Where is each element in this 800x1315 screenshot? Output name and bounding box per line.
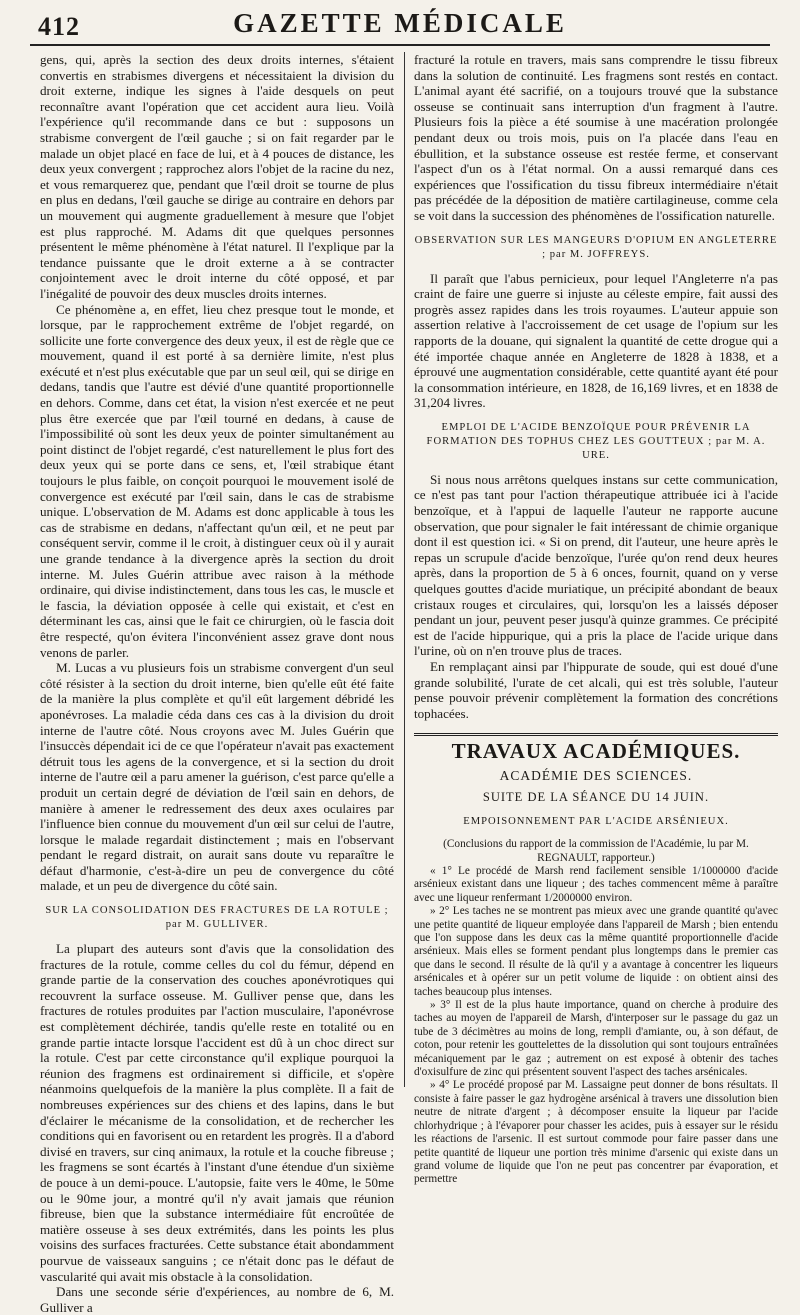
numbered-item: » 2° Les taches ne se montrent pas mieux avec une grande quantité qu'avec une petite quantité de liqueur employée dans l'appareil de Marsh ; bien entendu que l'on suppose dans les deux cas la même quantité proportionnelle d'acide arsénieux. Mais elles se forment pendant plus longtemps dans le premier cas que dans le second. Il résulte de là qu'il y a avantage à concentrer les liqueurs arsénicales et à opérer sur un petit volume de liquide : on obtient ainsi des taches beaucoup plus intenses. — [414, 905, 778, 998]
header-rule — [30, 44, 770, 46]
academie-title: ACADÉMIE DES SCIENCES. — [499, 767, 693, 783]
travaux-title: TRAVAUX ACADÉMIQUES. — [451, 739, 741, 764]
column-divider — [404, 52, 405, 1087]
paragraph: Si nous nous arrêtons quelques instans sur cette communication, ce n'est pas tant pour l'action thérapeutique attribuée ici à l'acide benzoïque, et à l'appui de laquelle l'auteur ne rapporte aucune observation, que pour signaler le fait intéressant de chimie organique dont il est question ici. « Si on prend, dit l'auteur, une heure après le repas un scrupule d'acide benzoïque, l'urée qu'on rend deux heures après, dans la proportion de 5 à 6 onces, fournit, quand on y verse quelques gouttes d'acide muriatique, un précipité abondant de beaux cristaux rouges et circulaires, qui, lorsqu'on les a laissés déposer pendant un jour, peuvent peser jusqu'à quinze grammes. Ce précipité est de l'acide hippurique, qui a pris la place de l'acide urique dans l'urine, où on n'en trouve plus de traces. — [414, 471, 778, 659]
section-title-rotule: SUR LA CONSOLIDATION DES FRACTURES DE LA ROTULE ; par M. GULLIVER. — [45, 905, 389, 931]
seance-title: SUITE DE LA SÉANCE DU 14 JUIN. — [482, 789, 710, 804]
section-title-opium: OBSERVATION SUR LES MANGEURS D'OPIUM EN ANGLETERRE ; par M. JOFFREYS. — [414, 234, 778, 260]
numbered-item: » 3° Il est de la plus haute importance, quand on cherche à produire des taches au moyen de l'appareil de Marsh, d'interposer sur le passage du gaz un tube de 3 décimètres au moins de long, rempli d'amiante, ou, à son défaut, de coton, pour retenir les gouttelettes de la dissolution qui sont toujours entraînées mécaniquement par le gaz ; autrement on est exposé à obtenir des taches d'oxisulfure de zinc qui présentent souvent l'aspect des taches arsénicales. — [414, 999, 778, 1079]
rapport-body — [414, 838, 778, 1187]
paragraph: fracturé la rotule en travers, mais sans comprendre le tissu fibreux dans la solution de continuité. Les fragmens sont restés en contact. L'animal ayant été sacrifié, on a toujours trouvé que la substance osseuse se continuait sans interruption d'un fragment à l'autre. Plusieurs fois la pièce a été soumise à une macération prolongée pendant deux ou trois mois, puis on l'a placée dans l'eau en ébullition, et la substance osseuse est restée ferme, et conservant l'aspect d'un os à l'état normal. On a aussi remarqué dans ces expériences que l'ossification du tissu fibreux intermédiaire n'était pas précédée de la déposition de matière cartilagineuse, comme cela se voit dans la succession des phénomènes de l'ossification naturelle. — [414, 52, 778, 223]
conclusions-note: (Conclusions du rapport de la commission de l'Académie, lu par M. REGNAULT, rapporteur.) — [443, 838, 749, 864]
section-title-acide-benzoique: EMPLOI DE L'ACIDE BENZOÏQUE POUR PRÉVENIR LA FORMATION DES TOPHUS CHEZ LES GOUTTEUX ; par M. A. URE. — [426, 421, 766, 461]
paragraph: En remplaçant ainsi par l'hippurate de soude, qui est doué d'une grande solubilité, l'urate de cet alcali, qui est très soluble, l'auteur pense pouvoir prévenir complètement la formation des concrétions tophacées. — [414, 659, 778, 721]
paragraph: M. Lucas a vu plusieurs fois un strabisme convergent d'un seul côté résister à la section du droit interne, bien qu'elle eût été faite de la manière la plus complète et qu'il eût largement débridé les aponévroses. La maladie céda dans ces cas à la division du droit interne de l'autre côté. Nous croyons avec M. Jules Guérin que l'insuccès dépendait ici de ce que l'opérateur n'avait pas exactement détruit tous les agens de la convergence, et si la section du droit interne de l'autre œil a paru amener la guérison, c'est parce qu'elle a produit un certain degré de déviation de l'œil sain en dehors, de manière à amener le redressement des deux axes oculaires par l'influence bien connue du mouvement d'un œil sur celui de l'autre, lorsque le malade regardait distinctement ; mais en l'observant pendant le regard distrait, on aurait sans doute vu reparaître le défaut d'harmonie, c'est-à-dire un peu de convergence du côté malade, et un peu de divergence du côté sain. — [40, 660, 394, 894]
empoisonnement-title: EMPOISONNEMENT PAR L'ACIDE ARSÉNIEUX. — [463, 816, 729, 828]
travaux-section — [414, 733, 778, 1186]
page-header — [0, 0, 800, 44]
right-column — [414, 52, 778, 1186]
numbered-item: » 4° Le procédé proposé par M. Lassaigne peut donner de bons résultats. Il consiste à faire passer le gaz hydrogène arsénical à travers une dissolution bien neutre de nitrate d'argent ; à décomposer ensuite la liqueur par l'acide chlorhydrique ; à l'évaporer pour chasser les acides, puis à essayer sur le résidu les réactions de l'arsenic. Il est surtout commode pour faire passer dans une petite quantité de liqueur une portion très minime d'arsenic qui existe dans un grand volume de liquide que l'on ne peut pas concentrer par évaporation, et permettre — [414, 1079, 778, 1186]
numbered-item: « 1° Le procédé de Marsh rend facilement sensible 1/1000000 d'acide arsénieux existant dans une liqueur ; des taches commencent même à paraître avec une liqueur renfermant 1/2000000 environ. — [414, 864, 778, 904]
paragraph: gens, qui, après la section des deux droits internes, s'étaient convertis en strabismes divergens et nécessitaient la division du droit externe, indique les signes à l'aide desquels on peut reconnaître avant l'opération que cet accident aura lieu. Voilà l'expérience qu'il recommande dans ce but : supposons un strabisme convergent de l'œil gauche ; si on fait regarder par le malade un objet placé en face de lui, et à 4 pouces de distance, les deux yeux convergent ; rapprochez alors l'objet de la racine du nez, et vous remarquerez que, pendant que l'œil droit se tourne de plus en plus en dedans, l'œil gauche se dirige au contraire en dehors par un mouvement qui augmente graduellement à mesure que l'objet est plus rapproché. M. Adams dit que quelques personnes présentent le même phénomène à l'état naturel. Il l'explique par la tendance puissante que le droit externe a à se contracter conjointement avec le droit interne du côté opposé, et par l'inégalité de pouvoir des deux muscles droits internes. — [40, 52, 394, 301]
paragraph: Il paraît que l'abus pernicieux, pour lequel l'Angleterre n'a pas craint de faire une guerre si injuste au céleste empire, fait aussi des progrès assez rapides dans les trois royaumes. L'auteur appuie son assertion relative à l'accroissement de cet usage de l'opium sur les rapports de la douane, qui signalent la quantité de cette drogue qui a été importée chaque année en Angleterre de 1828 à 1838, et a éprouvé une augmentation considérable, cette quantité ayant été pour la consommation intérieure, en 1828, de 16,169 livres, et en 1838 de 31,204 livres. — [414, 270, 778, 411]
page-number: 412 — [38, 12, 80, 41]
left-column — [40, 52, 394, 1315]
running-title: GAZETTE MÉDICALE — [233, 8, 567, 38]
paragraph: Ce phénomène a, en effet, lieu chez presque tout le monde, et lorsque, par le rapprochement extrême de l'objet regardé, on sollicite une forte convergence des deux yeux, il est de règle que ce mouvement, quand il est porté à sa dernière limite, n'est plus exécuté et n'est plus exécutable que par un seul œil, qui se dirige en dedans, tandis que l'autre est dévié d'une quantité proportionnelle en dehors. Comme, dans cet état, la vision n'est exercée et ne peut plus être exercée que par l'œil tourné en dedans, à cause de l'impossibilité où sont les deux yeux de pointer simultanément au point distinct de l'objet regardé, c'est naturellement le plus fort des deux yeux qui se porte dans ce sens, et, l'œil strabique étant toujours le plus faible, on conçoit pourquoi le mouvement isolé de convergence est exécuté par l'œil sain, dans le cas de strabisme unique. L'observation de M. Adams est donc applicable à tous les cas de strabisme en dedans, n'affectant qu'un œil, et ne peut par conséquent servir, comme il le croit, à distinguer ceux où il y aurait une grande tendance à la divergence après la section du droit interne. M. Jules Guérin attribue avec raison à la méthode ordinaire, qui divise indistinctement, dans tous les cas, le muscle et le fascia, la déviation opposée à celle qui existait, et c'est en déterminant les cas, ainsi que le fait ce chirurgien, où le fascia doit être respecté, qu'on évitera l'inconvénient assez grave dont nous venons de parler. — [40, 301, 394, 660]
paragraph: Dans une seconde série d'expériences, au nombre de 6, M. Gulliver a — [40, 1284, 394, 1315]
paragraph: La plupart des auteurs sont d'avis que la consolidation des fractures de la rotule, comme celles du col du fémur, dépend en grande partie de la conservation des couches aponévrotiques qui recouvrent la surface osseuse. M. Gulliver pense que, dans les fractures de rotules produites par l'action musculaire, l'aponévrose est complètement déchirée, tandis qu'elle reste en totalité ou en grande partie intacte lorsque l'accident est dû à un choc direct sur la rotule. C'est par cette circonstance qu'il explique pourquoi la réunion des fragmens est ordinairement si difficile, et s'opère néanmoins quelquefois de la manière la plus complète. Il a fait de nombreuses expériences sur des chiens et des lapins, dans le but d'éclairer le mécanisme de la consolidation, et de rechercher les conditions qui en favorisent ou en retardent les progrès. Il a d'abord divisé en travers, sur cinq animaux, la rotule et la couche fibreuse ; les fragmens se sont écartés à l'instant d'une étendue d'un sixième de pouce à un demi-pouce. L'autopsie, faite vers le 40me, le 50me ou le 90me jour, a montré qu'il n'y avait jamais que réunion fibreuse, bien que la substance intermédiaire fût encroûtée de matière osseuse à ses deux extrémités, dans les points les plus voisins des surfaces fracturées. Cette substance était abondamment pourvue de vaisseaux sanguins ; ce n'était donc pas le défaut de vascularité qui avait mis obstacle à la consolidation. — [40, 941, 394, 1284]
